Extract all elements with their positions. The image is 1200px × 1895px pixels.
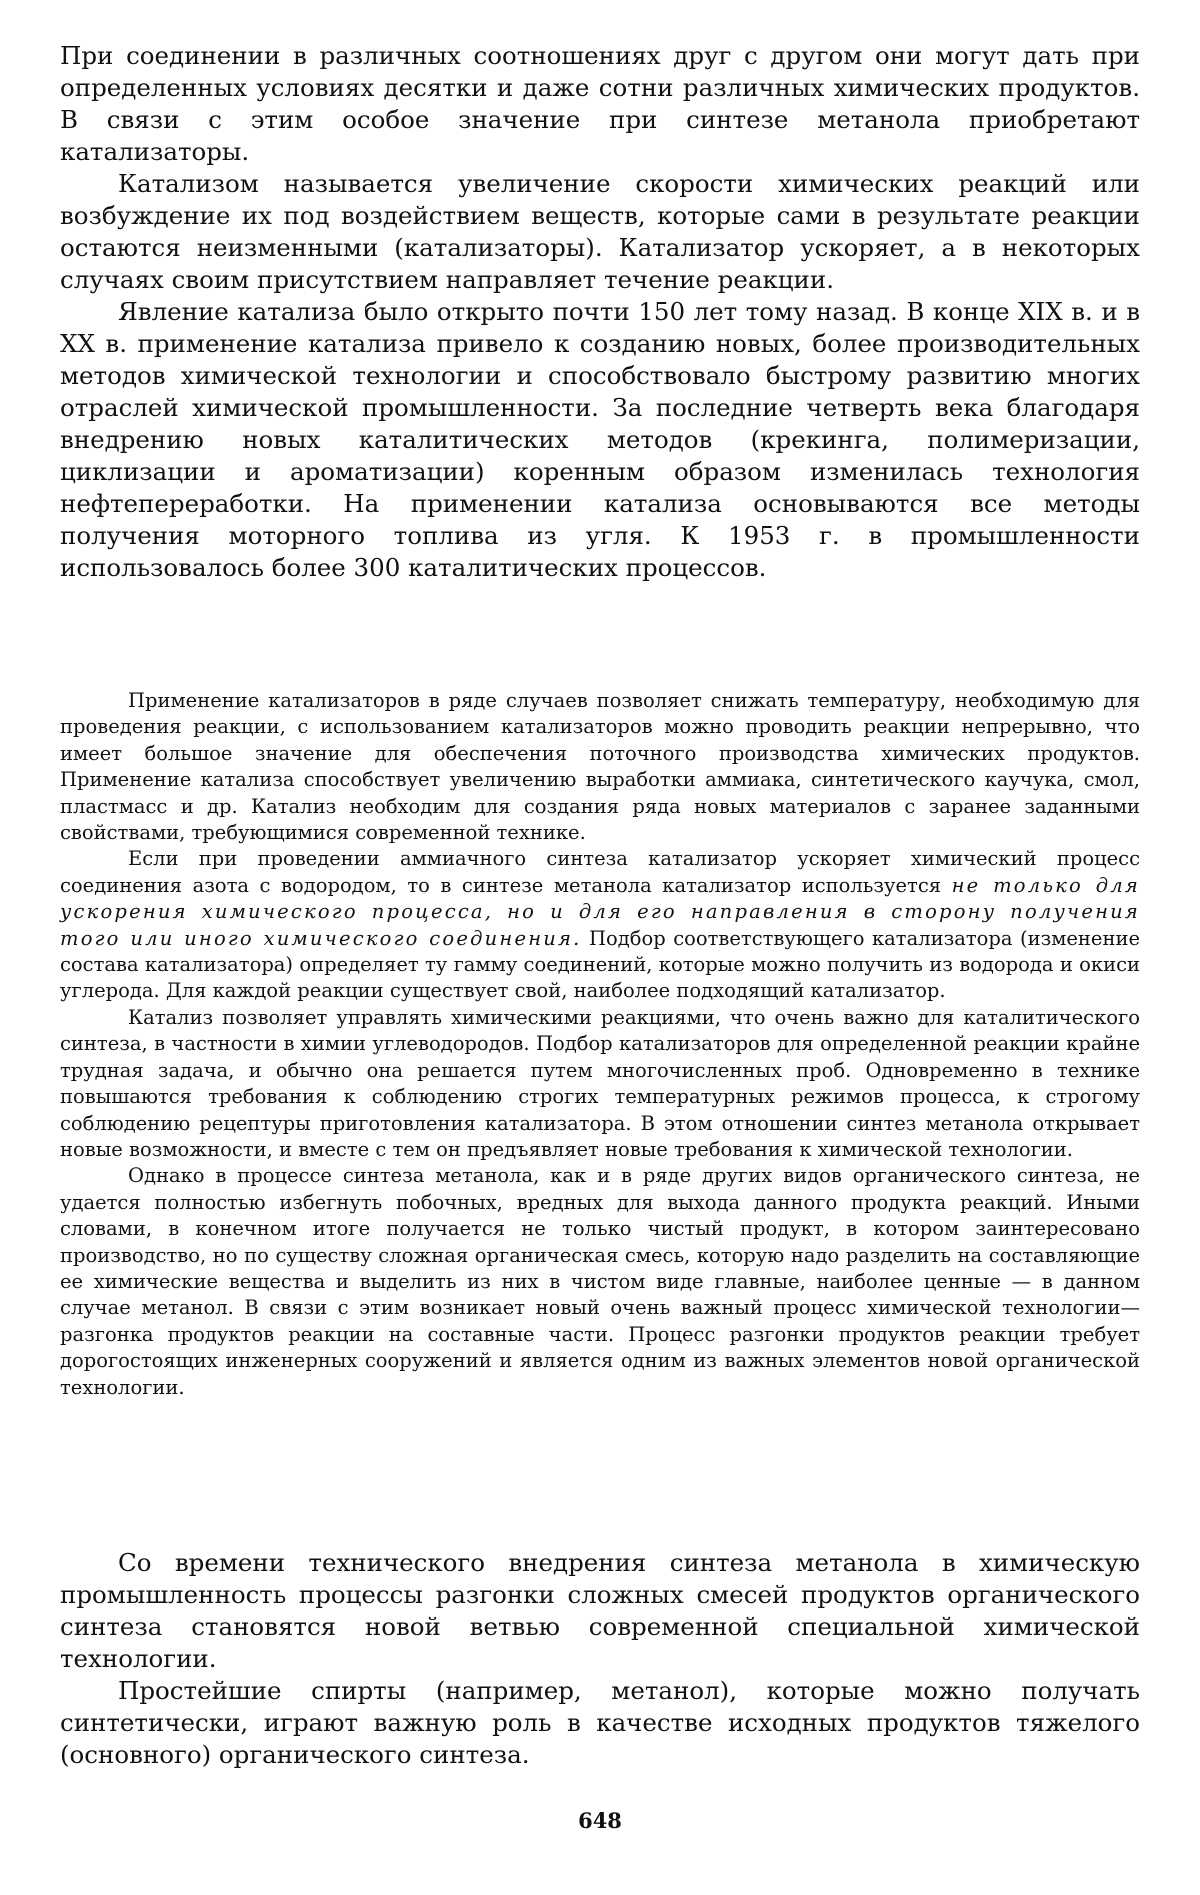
small-paragraph-methanol-catalyst (60, 846, 1140, 1004)
paragraph-catalysis-history: Явление катализа было открыто почти 150 лет тому назад. В конце XIX в. и в XX в. применение катализа привело к созданию новых, более производительных методов химической технологии и способствовало быстрому развитию многих отраслей химической промышленности. За последние четверть века благодаря внедрению новых каталитических методов (крекинга, полимеризации, циклизации и ароматизации) коренным образом изменилась технология нефтепереработки. На применении катализа основываются все методы получения моторного топлива из угля. К 1953 г. в промышленности использовалось более 300 каталитических процессов. (60, 297, 1140, 582)
small-paragraph-catalyst-use: Применение катализаторов в ряде случаев позволяет снижать температуру, необходимую для проведения реакции, с использованием катализаторов можно проводить реакции непрерывно, что имеет большое значение для обеспечения поточного производства химических продуктов. Применение катализа способствует увеличению выработки аммиака, синтетического каучука, смол, пластмасс и др. Катализ необходим для создания ряда новых материалов с заранее заданными свойствами, требующимися современной технике. (60, 689, 1140, 845)
paragraph-continuation: При соединении в различных соотношениях друг с другом они могут дать при определенных условиях десятки и даже сотни различных химических продуктов. В связи с этим особое значение при синтезе метанола приобретают катализаторы. (60, 41, 1140, 166)
small-paragraph-reaction-control: Катализ позволяет управлять химическими реакциями, что очень важно для каталитического синтеза, в частности в химии углеводородов. Подбор катализаторов для определенной реакции крайне трудная задача, и обычно она решается путем многочисленных проб. Одновременно в технике повышаются требования к соблюдению строгих температурных режимов процесса, к строгому соблюдению рецептуры приготовления катализатора. В этом отношении синтез метанола открывает новые возможности, и вместе с тем он предъявляет новые требования к химической технологии. (60, 1005, 1140, 1161)
small-paragraph-methanol-catalyst-start: Если при проведении аммиачного синтеза катализатор ускоряет химический процесс соединения азота с водородом, то в синтезе метанола катализатор используется (60, 847, 1140, 897)
small-paragraph-distillation: Однако в процессе синтеза метанола, как и в ряде других видов органического синтеза, не удается полностью избегнуть побочных, вредных для выхода данного продукта реакций. Иными словами, в конечном итоге получается не только чистый продукт, в котором заинтересовано производство, но по существу сложная органическая смесь, которую надо разделить на составляющие ее химические вещества и выделить из них в чистом виде главные, наиболее ценные — в данном случае метанол. В связи с этим возникает новый очень важный процесс химической технологии—разгонка продуктов реакции на составные части. Процесс разгонки продуктов реакции требует дорогостоящих инженерных сооружений и является одним из важных элементов новой органической технологии. (60, 1164, 1140, 1399)
paragraph-catalysis-definition: Катализом называется увеличение скорости химических реакций или возбуждение их под воздействием веществ, которые сами в результате реакции остаются неизменными (катализаторы). Катализатор ускоряет, а в некоторых случаях своим присутствием направляет течение реакции. (60, 169, 1140, 294)
page-number: 648 (578, 1808, 622, 1833)
paragraph-simple-alcohols: Простейшие спирты (например, метанол), которые можно получать синтетически, играют важную роль в качестве исходных продуктов тяжелого (основного) органического синтеза. (60, 1676, 1140, 1769)
main-text-bottom (60, 1547, 1140, 1771)
emphasized-text: не только для ускорения химического процесса, но и для его направления в сторону получения того или иного химического соединения. (60, 873, 1140, 950)
small-paragraph-methanol-catalyst-end: Подбор соответствующего катализатора (изменение состава катализатора) определяет ту гамму соединений, которые можно получить из водорода и окиси углерода. Для каждой реакции существует свой, наиболее подходящий катализатор. (60, 926, 1140, 1003)
main-text-top (60, 40, 1140, 584)
paragraph-distillation-branch: Со времени технического внедрения синтеза метанола в химическую промышленность процессы разгонки сложных смесей продуктов органического синтеза становятся новой ветвью современной специальной химической технологии. (60, 1548, 1140, 1673)
small-print-block (60, 688, 1140, 1401)
